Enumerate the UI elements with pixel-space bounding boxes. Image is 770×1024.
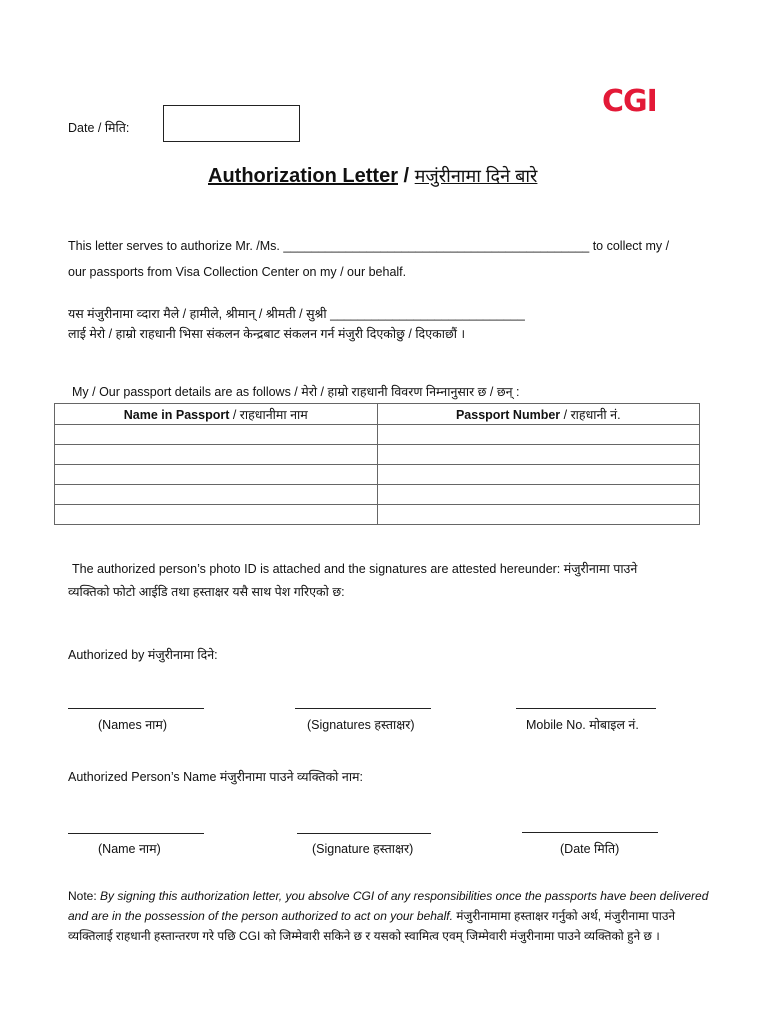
note-label: Note: [68, 889, 101, 903]
number-cell[interactable] [377, 485, 700, 505]
cgi-logo: CGI [602, 84, 657, 119]
table-row [55, 485, 700, 505]
table-header-row [55, 404, 700, 425]
number-cell[interactable] [377, 445, 700, 465]
note-english: By signing this authorization letter, you absolve CGI of any responsibilities once the passports have been delivered and are in the possession of the person authorized to act on your behalf. [68, 889, 709, 923]
names-caption: (Names नाम) [98, 718, 168, 732]
number-cell[interactable] [377, 465, 700, 485]
photo-id-line-2: व्यक्तिको फोटो आईडि तथा हस्ताक्षर यसै साथ पेश गरिएको छ: [68, 585, 345, 599]
signature-caption: (Signature हस्ताक्षर) [312, 842, 414, 856]
title-english: Authorization Letter [208, 165, 398, 187]
title-separator: / [398, 165, 415, 187]
name-cell[interactable] [55, 425, 378, 445]
name-cell[interactable] [55, 465, 378, 485]
page-title [208, 164, 537, 188]
mobile-line[interactable] [516, 708, 656, 709]
title-nepali: मजुंरीनामा दिने बारे [414, 166, 538, 186]
nepali-intro-line-2: लाई मेरो / हाम्रो राहधानी भिसा संकलन केन्द्रबाट संकलन गर्न मंजुरी दिएकोछु / दिएकाछौं । [68, 327, 466, 341]
name-signature-line[interactable] [68, 708, 204, 709]
number-cell[interactable] [377, 505, 700, 525]
authorized-by-label: Authorized by मंजुरीनामा दिने: [68, 648, 218, 662]
signatures-caption: (Signatures हस्ताक्षर) [307, 718, 415, 732]
person-signature-line[interactable] [297, 833, 431, 834]
authorized-person-label: Authorized Person’s Name मंजुरीनामा पाउने व्यक्तिको नाम: [68, 770, 364, 784]
table-row [55, 505, 700, 525]
intro-line-1: This letter serves to authorize Mr. /Ms. ____________________________________________ to collect my / [68, 239, 670, 253]
header-passport-number: Passport Number / राहधानी नं. [377, 404, 700, 425]
name-caption: (Name नाम) [98, 842, 161, 856]
photo-id-line-1: The authorized person’s photo ID is attached and the signatures are attested hereunder: मंजुरीनामा पाउने [72, 562, 638, 576]
number-cell[interactable] [377, 425, 700, 445]
table-row [55, 465, 700, 485]
date-label: Date / मिति: [68, 121, 130, 135]
intro-line-2: our passports from Visa Collection Center on my / our behalf. [68, 265, 407, 279]
table-row [55, 425, 700, 445]
date-caption: (Date मिति) [560, 842, 620, 856]
nepali-intro-line-1: यस मंजुरीनामा व्दारा मैले / हामीले, श्रीमान् / श्रीमती / सुश्री ____________________________ [68, 307, 525, 321]
note-paragraph [68, 886, 718, 946]
passport-table [54, 403, 700, 525]
person-name-line[interactable] [68, 833, 204, 834]
date-field[interactable] [163, 105, 300, 142]
table-row [55, 445, 700, 465]
date-line[interactable] [522, 832, 658, 833]
name-cell[interactable] [55, 505, 378, 525]
name-cell[interactable] [55, 445, 378, 465]
note-nepali: मंजुरीनामामा हस्ताक्षर गर्नुको अर्थ, मंजुरीनामा पाउने व्यक्तिलाई राहधानी हस्तान्तरण गरे पछि CGI को जिम्मेवारी सकिने छ र यसको स्वामित्व एवम् जिम्मेवारी मंजुरीनामा पाउने व्यक्तिको हुने छ । [68, 909, 676, 943]
mobile-caption: Mobile No. मोबाइल नं. [526, 718, 639, 732]
name-cell[interactable] [55, 485, 378, 505]
header-name-in-passport: Name in Passport / राहधानीमा नाम [55, 404, 378, 425]
signature-line[interactable] [295, 708, 431, 709]
passport-details-label: My / Our passport details are as follows / मेरो / हाम्रो राहधानी विवरण निम्नानुसार छ / छन् : [72, 385, 520, 399]
